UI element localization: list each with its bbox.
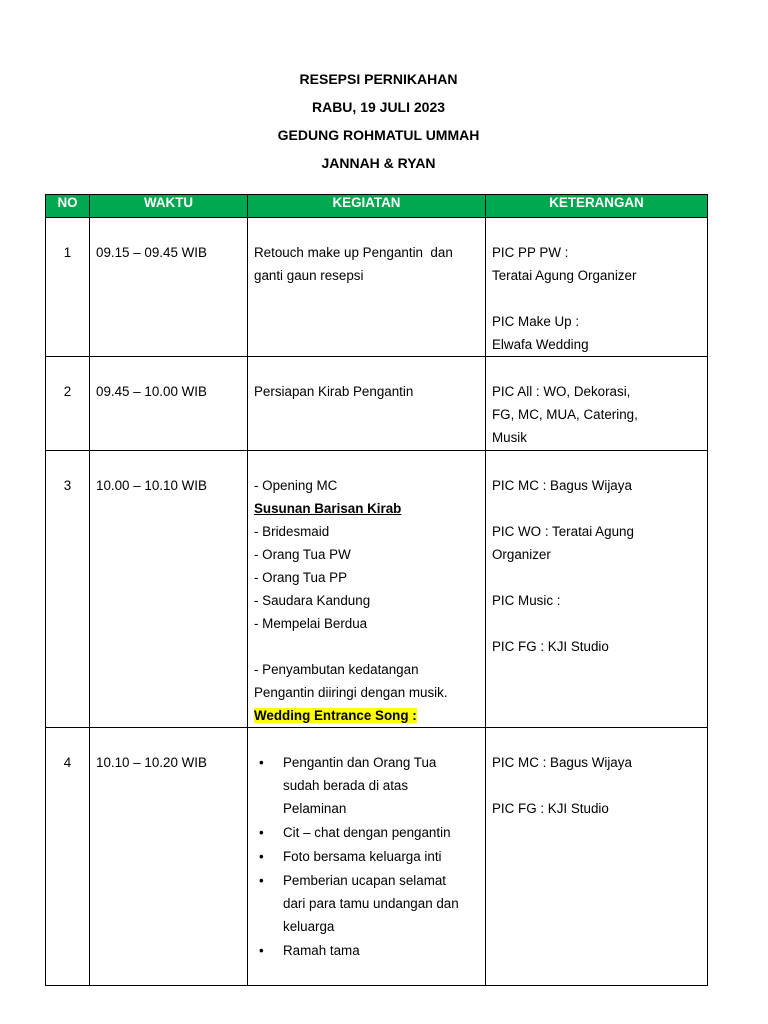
table-row	[46, 728, 708, 986]
activity-bullet-list	[254, 751, 479, 962]
bullet-icon: •	[259, 873, 264, 888]
notes-line: PIC Music :	[492, 593, 561, 608]
activity-line: ganti gaun resepsi	[254, 268, 364, 283]
bullet-line: Cit – chat dengan pengantin	[283, 825, 451, 840]
row-notes	[486, 357, 707, 449]
notes-line: PIC MC : Bagus Wijaya	[492, 478, 632, 493]
row-activity	[248, 357, 485, 403]
activity-line: - Orang Tua PW	[254, 547, 351, 562]
notes-line: PIC MC : Bagus Wijaya	[492, 755, 632, 770]
title-line-4: JANNAH & RYAN	[321, 155, 436, 171]
row-time: 10.00 – 10.10 WIB	[96, 478, 207, 493]
table-header-row	[46, 195, 708, 218]
bullet-icon: •	[259, 825, 264, 840]
notes-line: PIC FG : KJI Studio	[492, 639, 609, 654]
table-row	[46, 218, 708, 357]
notes-line: PIC FG : KJI Studio	[492, 801, 609, 816]
notes-line: PIC PP PW :	[492, 245, 569, 260]
list-item	[259, 751, 479, 820]
bullet-line: sudah berada di atas	[283, 778, 409, 793]
row-activity	[248, 728, 485, 962]
document-header	[0, 66, 757, 178]
notes-line: Teratai Agung Organizer	[492, 268, 637, 283]
row-time: 09.45 – 10.00 WIB	[96, 384, 207, 399]
activity-line: Pengantin diiringi dengan musik.	[254, 685, 448, 700]
activity-line: - Penyambutan kedatangan	[254, 662, 419, 677]
procession-order-heading: Susunan Barisan Kirab	[254, 501, 402, 516]
bullet-icon: •	[259, 755, 264, 770]
row-activity	[248, 218, 485, 287]
activity-line: Retouch make up Pengantin dan	[254, 245, 453, 260]
list-item	[259, 845, 479, 868]
bullet-line: Foto bersama keluarga inti	[283, 849, 442, 864]
bullet-line: Pengantin dan Orang Tua	[283, 755, 437, 770]
bullet-icon: •	[259, 849, 264, 864]
bullet-line: keluarga	[283, 919, 335, 934]
activity-line: - Mempelai Berdua	[254, 616, 368, 631]
activity-line: - Orang Tua PP	[254, 570, 348, 585]
schedule-table	[45, 194, 708, 986]
title-line-2: RABU, 19 JULI 2023	[311, 99, 446, 115]
activity-line: - Opening MC	[254, 478, 338, 493]
bullet-line: dari para tamu undangan dan	[283, 896, 459, 911]
bullet-line: Ramah tama	[283, 943, 360, 958]
notes-line: PIC All : WO, Dekorasi,	[492, 384, 631, 399]
row-notes	[486, 728, 707, 820]
title-line-3: GEDUNG ROHMATUL UMMAH	[277, 127, 480, 143]
entrance-song-highlight: Wedding Entrance Song :	[254, 708, 417, 723]
bullet-line: Pemberian ucapan selamat	[283, 873, 447, 888]
notes-line: PIC WO : Teratai Agung	[492, 524, 634, 539]
column-header-waktu: WAKTU	[90, 195, 248, 218]
row-number: 2	[63, 384, 72, 399]
row-time: 10.10 – 10.20 WIB	[96, 755, 207, 770]
notes-line: PIC Make Up :	[492, 314, 580, 329]
row-activity	[248, 451, 485, 727]
row-notes	[486, 451, 707, 658]
row-number: 1	[63, 245, 72, 260]
list-item	[259, 821, 479, 844]
activity-line: - Bridesmaid	[254, 524, 330, 539]
activity-line: - Saudara Kandung	[254, 593, 371, 608]
row-notes	[486, 218, 707, 356]
notes-line: FG, MC, MUA, Catering,	[492, 407, 638, 422]
notes-line: Organizer	[492, 547, 551, 562]
list-item	[259, 869, 479, 938]
list-item	[259, 939, 479, 962]
row-time: 09.15 – 09.45 WIB	[96, 245, 207, 260]
column-header-no: NO	[46, 195, 90, 218]
table-row	[46, 451, 708, 728]
column-header-kegiatan: KEGIATAN	[248, 195, 486, 218]
title-line-1: RESEPSI PERNIKAHAN	[299, 71, 458, 87]
notes-line: Musik	[492, 430, 527, 445]
activity-line: Persiapan Kirab Pengantin	[254, 384, 414, 399]
bullet-icon: •	[259, 943, 264, 958]
row-number: 3	[63, 478, 72, 493]
bullet-line: Pelaminan	[283, 801, 347, 816]
table-row	[46, 357, 708, 451]
column-header-keterangan: KETERANGAN	[486, 195, 708, 218]
notes-line: Elwafa Wedding	[492, 337, 589, 352]
row-number: 4	[63, 755, 72, 770]
